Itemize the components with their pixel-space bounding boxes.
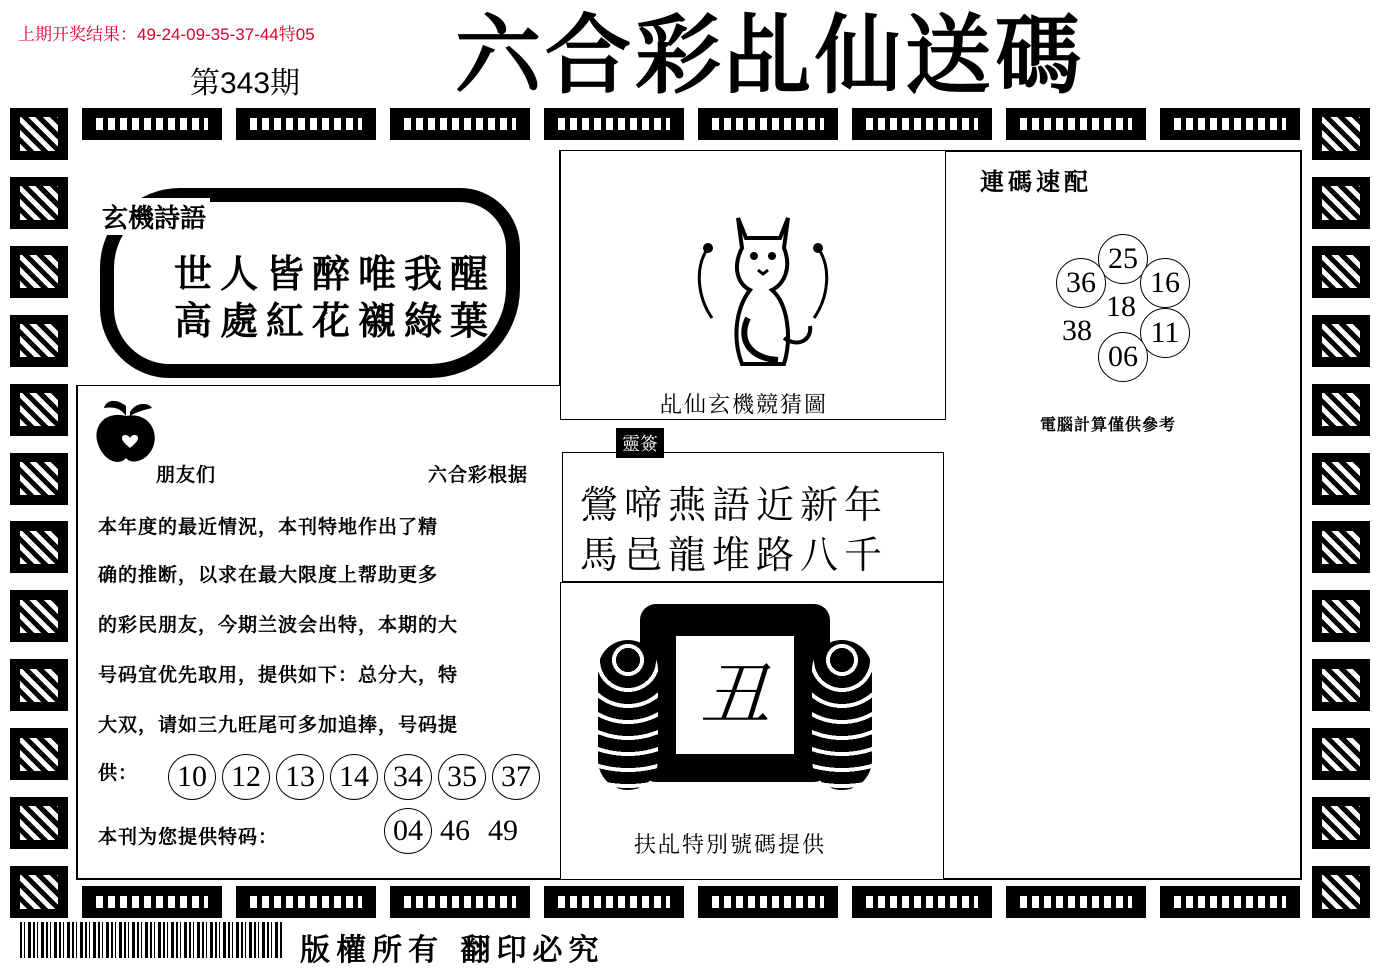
border-ornament — [10, 590, 68, 642]
offer-number: 10 — [168, 754, 216, 800]
border-ornament — [1006, 886, 1146, 918]
special-number-circled: 04 — [384, 808, 432, 854]
special-number: 46 — [440, 814, 470, 847]
top-border-band — [82, 108, 1300, 140]
article-line-4: 号码宜优先取用，提供如下：总分大，特 — [98, 664, 459, 686]
combo-number: 06 — [1098, 332, 1148, 382]
combo-number: 38 — [1062, 314, 1092, 347]
offer-number: 34 — [384, 754, 432, 800]
border-ornament — [10, 728, 68, 780]
border-ornament — [852, 886, 992, 918]
last-result-text: 上期开奖结果：49-24-09-35-37-44特05 — [18, 25, 315, 44]
border-ornament — [1312, 866, 1370, 918]
copyright-text: 版權所有 翻印必究 — [300, 933, 605, 968]
offer-number: 35 — [438, 754, 486, 800]
border-ornament — [236, 886, 376, 918]
greeting-right: 六合彩根据 — [428, 464, 529, 486]
special-number: 49 — [488, 814, 518, 847]
border-ornament — [10, 797, 68, 849]
page-title: 六合彩乩仙送碼 — [455, 6, 1085, 106]
border-ornament — [82, 108, 222, 140]
offer-number: 13 — [276, 754, 324, 800]
offer-label: 供： — [98, 762, 139, 784]
offer-number: 12 — [222, 754, 270, 800]
border-ornament — [10, 866, 68, 918]
border-ornament — [1006, 108, 1146, 140]
article-line-2: 确的推断，以求在最大限度上帮助更多 — [98, 564, 439, 586]
left-border-band — [10, 108, 68, 918]
greeting-left: 朋友们 — [156, 464, 217, 486]
border-ornament — [1312, 315, 1370, 367]
special-numbers — [384, 808, 518, 854]
special-glyph-box: 丑 — [674, 634, 796, 756]
border-ornament — [10, 521, 68, 573]
combo-number: 25 — [1098, 234, 1148, 284]
border-ornament — [390, 108, 530, 140]
border-ornament — [10, 246, 68, 298]
border-ornament — [1312, 453, 1370, 505]
offer-numbers — [168, 754, 546, 800]
combo-note: 電腦計算僅供參考 — [1040, 415, 1177, 434]
border-ornament — [1160, 886, 1300, 918]
poem-line-1: 世人皆醉唯我醒 — [174, 252, 497, 296]
border-ornament — [1312, 521, 1370, 573]
border-ornament — [1312, 659, 1370, 711]
article-line-1: 本年度的最近情況，本刊特地作出了精 — [98, 516, 439, 538]
border-ornament — [10, 177, 68, 229]
border-ornament — [1312, 246, 1370, 298]
combo-title: 連碼速配 — [980, 168, 1092, 196]
border-ornament — [544, 108, 684, 140]
combo-number: 11 — [1140, 308, 1190, 358]
border-ornament — [10, 315, 68, 367]
sign-tag: 靈簽 — [616, 428, 664, 458]
border-ornament — [390, 886, 530, 918]
article-line-5: 大双，请如三九旺尾可多加追捧，号码提 — [98, 714, 459, 736]
sign-line-2: 馬邑龍堆路八千 — [580, 533, 889, 577]
border-ornament — [698, 108, 838, 140]
issue-number: 第343期 — [190, 67, 301, 100]
sign-line-1: 鶯啼燕語近新年 — [580, 483, 889, 527]
border-ornament — [544, 886, 684, 918]
border-ornament — [698, 886, 838, 918]
border-ornament — [1160, 108, 1300, 140]
combo-number: 16 — [1140, 258, 1190, 308]
poem-line-2: 高處紅花襯綠葉 — [174, 299, 497, 343]
special-label: 本刊为您提供特码： — [98, 826, 279, 848]
ornate-frame-left — [598, 640, 658, 790]
barcode — [20, 922, 282, 958]
offer-number: 37 — [492, 754, 540, 800]
border-ornament — [236, 108, 376, 140]
cat-caption: 乩仙玄機競猜圖 — [660, 393, 829, 418]
border-ornament — [10, 659, 68, 711]
border-ornament — [852, 108, 992, 140]
right-border-band — [1312, 108, 1370, 918]
border-ornament — [1312, 797, 1370, 849]
border-ornament — [82, 886, 222, 918]
special-caption: 扶乩特別號碼提供 — [634, 833, 827, 858]
ornate-frame-right — [812, 640, 872, 790]
offer-number: 14 — [330, 754, 378, 800]
border-ornament — [1312, 728, 1370, 780]
combo-number: 36 — [1056, 258, 1106, 308]
combo-center-number: 18 — [1106, 290, 1136, 323]
cat-illustration — [688, 208, 838, 378]
border-ornament — [1312, 108, 1370, 160]
border-ornament — [1312, 384, 1370, 436]
poem-tag: 玄機詩語 — [98, 198, 210, 235]
apple-heart-icon — [86, 398, 166, 468]
article-line-3: 的彩民朋友，今期兰波会出特，本期的大 — [98, 614, 459, 636]
border-ornament — [10, 453, 68, 505]
border-ornament — [1312, 590, 1370, 642]
border-ornament — [10, 384, 68, 436]
bottom-border-band — [82, 886, 1300, 918]
border-ornament — [10, 108, 68, 160]
border-ornament — [1312, 177, 1370, 229]
